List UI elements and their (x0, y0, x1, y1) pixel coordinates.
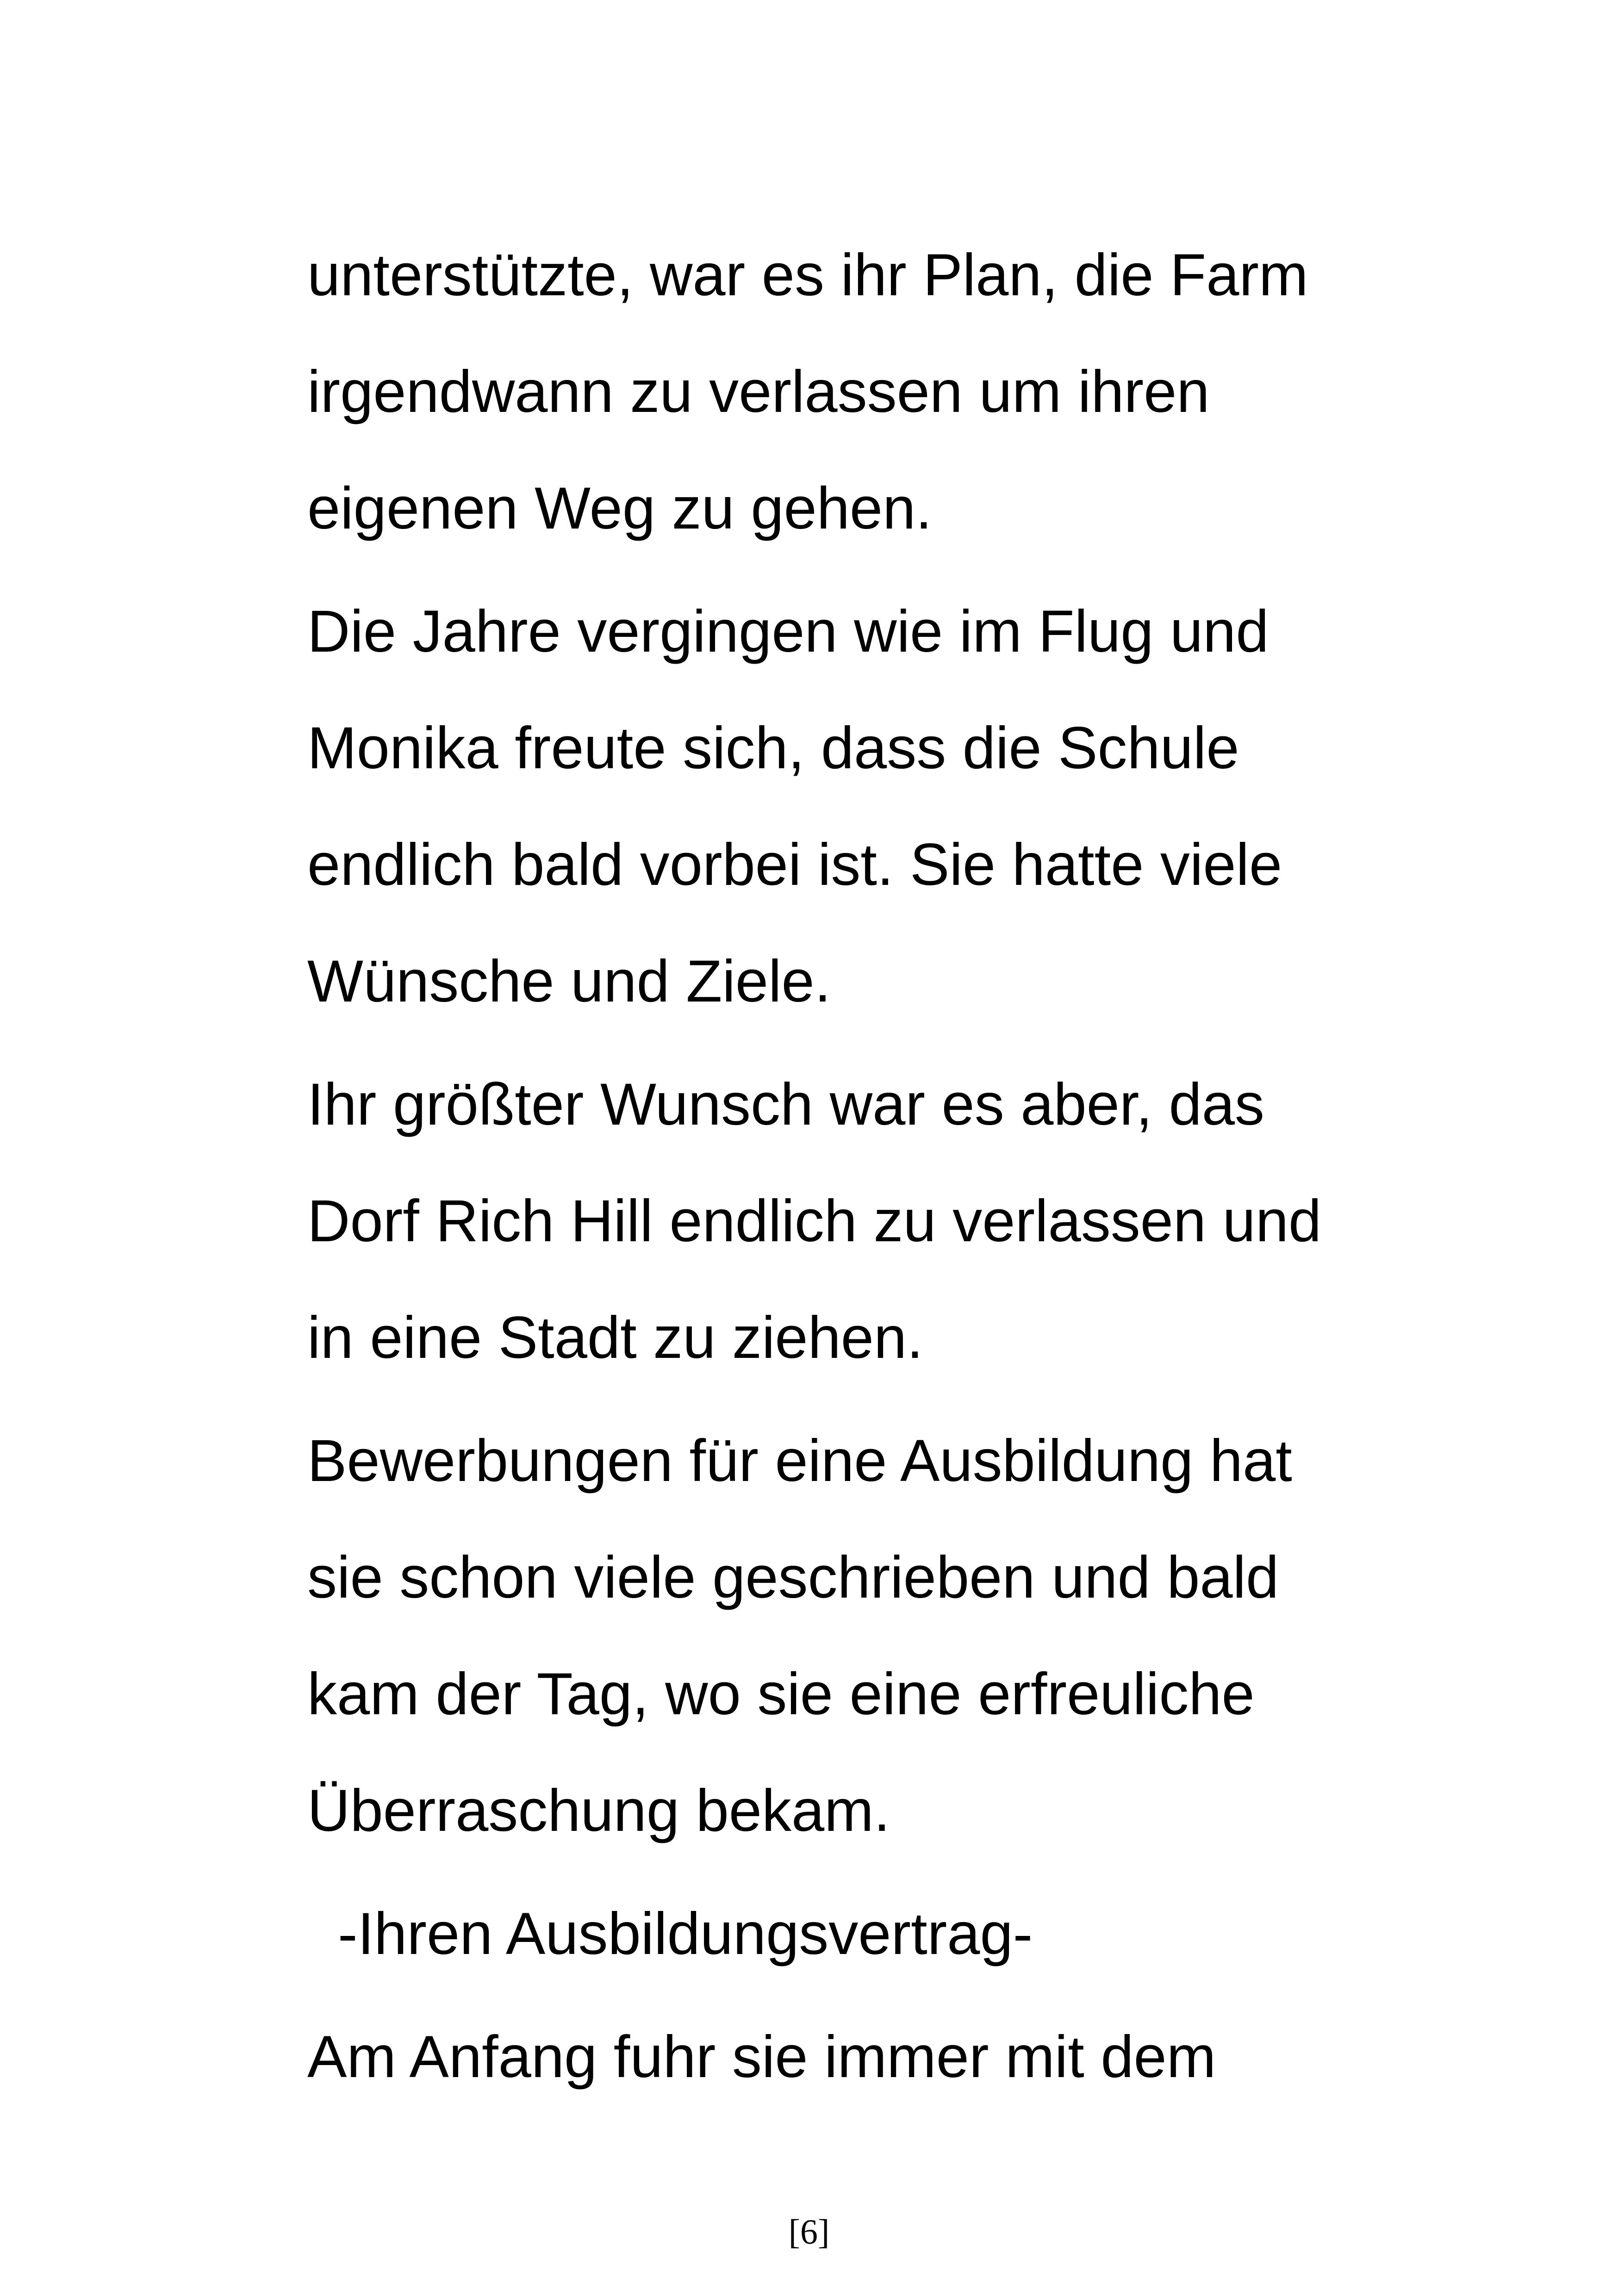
text-line: Wünsche und Ziele. (307, 948, 831, 1014)
text-line: Überraschung bekam. (307, 1778, 890, 1844)
text-line: in eine Stadt zu ziehen. (307, 1305, 923, 1371)
text-line: Dorf Rich Hill endlich zu verlassen und (307, 1188, 1322, 1254)
text-line: irgendwann zu verlassen um ihren (307, 359, 1210, 425)
text-line-indented: -Ihren Ausbildungsvertrag- (338, 1901, 1033, 1967)
text-line: Die Jahre vergingen wie im Flug und (307, 598, 1269, 665)
text-line: sie schon viele geschrieben und bald (307, 1544, 1279, 1611)
text-line: Ihr größter Wunsch war es aber, das (307, 1071, 1264, 1138)
text-line: unterstützte, war es ihr Plan, die Farm (307, 242, 1308, 308)
text-line: endlich bald vorbei ist. Sie hatte viele (307, 832, 1282, 898)
text-line: Am Anfang fuhr sie immer mit dem (307, 2024, 1216, 2090)
text-line: Bewerbungen für eine Ausbildung hat (307, 1428, 1292, 1494)
page-number: [6] (788, 2213, 830, 2252)
text-line: Monika freute sich, dass die Schule (307, 715, 1239, 781)
text-line: kam der Tag, wo sie eine erfreuliche (307, 1661, 1255, 1727)
text-line: eigenen Weg zu gehen. (307, 475, 932, 541)
